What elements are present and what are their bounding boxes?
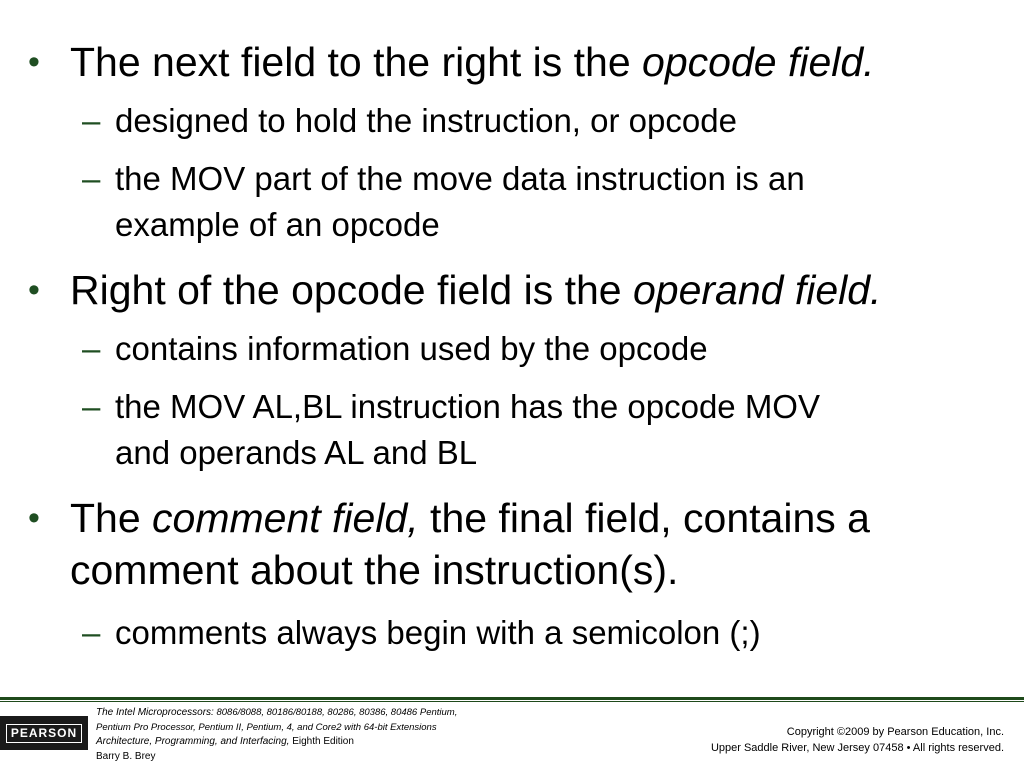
bullet-marker: •	[28, 499, 40, 537]
slide: • The next field to the right is the opcode field. – designed to hold the instruction, or opcode – the MOV part of the move data instruction is an example of an opcode • Right of the opcode field is the operand field. – contains information used by the opcode – the MOV AL,BL instruction has the opcode MOV and operands AL and BL • The comment field, the final field, contains a comment about the instruction(s). – comments always begin with a semicolon (;) PEARSON The Intel Microprocessors: 8086/8088, 80186/80188, 80286, 80386, 80486 Pentium, Pentium Pro Processor, Pentium II, Pentium, 4, and Core2 with 64-bit Extensions Architecture, Programming, and Interfacing, Eighth Edition Barry B. Brey Copyright ©2009 by Pearson Education, Inc. Upper Saddle River, New Jersey 07458 • All rights reserved.	[0, 0, 1024, 768]
dash-marker: –	[82, 614, 101, 651]
copyright-line-1: Copyright ©2009 by Pearson Education, Inc.	[786, 726, 1004, 738]
footer-divider-thin	[0, 701, 1024, 702]
bullet-1-text: The next field to the right is the opcode field.	[70, 39, 875, 85]
footer-divider	[0, 697, 1024, 700]
author: Barry B. Brey	[96, 750, 156, 762]
bullet-3-text: The comment field, the final field, contains a comment about the instruction(s).	[70, 495, 870, 593]
pearson-logo	[0, 716, 88, 750]
book-citation: The Intel Microprocessors: 8086/8088, 80186/80188, 80286, 80386, 80486 Pentium, Pentium Pro Processor, Pentium II, Pentium, 4, and Core2 with 64-bit Extensions Architecture, Programming, and Interfacing, Eighth Edition Barry B. Brey	[96, 706, 566, 764]
dash-marker: –	[82, 330, 101, 367]
dash-marker: –	[82, 160, 101, 197]
bullet-marker: •	[28, 43, 40, 81]
copyright	[604, 724, 1004, 756]
dash-marker: –	[82, 388, 101, 425]
bullet-2-text: Right of the opcode field is the operand field.	[70, 267, 882, 313]
dash-marker: –	[82, 102, 101, 139]
bullet-marker: •	[28, 271, 40, 309]
copyright-line-2: Upper Saddle River, New Jersey 07458 • All rights reserved.	[710, 742, 1004, 754]
pearson-logo-text: PEARSON	[6, 724, 82, 743]
